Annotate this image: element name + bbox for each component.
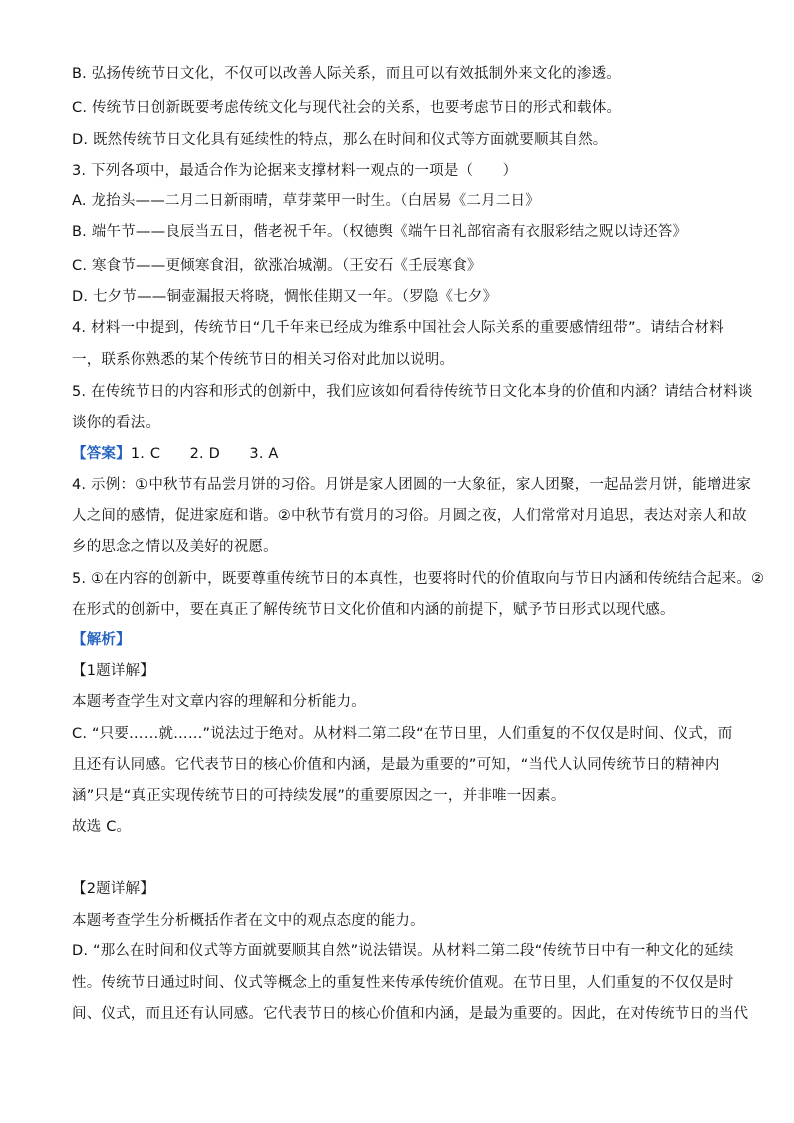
analysis-heading <box>72 630 732 650</box>
question-5-line-1: 5. 在传统节日的内容和形式的创新中，我们应该如何看待传统节日文化本身的价值和内涵？请结合材料谈 <box>72 384 753 400</box>
section-1-line-2: C. “只要……就……”说法过于绝对。从材料二第二段“在节日里，人们重复的不仅仅是时间、仪式，而 <box>72 726 733 742</box>
option-b-line: B. 弘扬传统节日文化，不仅可以改善人际关系，而且可以有效抵制外来文化的渗透。 <box>72 66 621 82</box>
section-2-line-4: 间、仪式，而且还有认同感。它代表节日的核心价值和内涵，是最为重要的。因此，在对传统节日的当代 <box>72 1006 749 1022</box>
answer-4-line-1: 4. 示例：①中秋节有品尝月饼的习俗。月饼是家人团圆的一大象征，家人团聚，一起品尝月饼，能增进家 <box>72 477 752 493</box>
section-2-heading: 【2题详解】 <box>72 881 155 897</box>
answer-4-line-2: 人之间的感情，促进家庭和谐。②中秋节有赏月的习俗。月圆之夜，人们常常对月追思，表达对亲人和故 <box>72 508 747 524</box>
answer-text: 1. C 2. D 3. A <box>130 446 279 462</box>
answer-5-line-1: 5. ①在内容的创新中，既要尊重传统节日的本真性，也要将时代的价值取向与节日内涵和传统结合起来。② <box>72 571 765 587</box>
question-5-line-2: 谈你的看法。 <box>72 415 161 431</box>
question-3-option-a: A. 龙抬头——二月二日新雨晴，草芽菜甲一时生。（白居易《二月二日》 <box>72 193 540 209</box>
section-1-line-3: 且还有认同感。它代表节日的核心价值和内涵，是最为重要的”可知，“当代人认同传统节日的精神内 <box>72 757 720 773</box>
section-1-conclusion: 故选 C。 <box>72 819 132 835</box>
section-2-line-1: 本题考查学生分析概括作者在文中的观点态度的能力。 <box>72 913 425 929</box>
section-1-heading: 【1题详解】 <box>72 663 155 679</box>
question-4-line-2: 一，联系你熟悉的某个传统节日的相关习俗对此加以说明。 <box>72 352 455 368</box>
section-1-line-1: 本题考查学生对文章内容的理解和分析能力。 <box>72 694 366 710</box>
question-3-option-d: D. 七夕节——铜壶漏报天将晓，惆怅佳期又一年。（罗隐《七夕》 <box>72 289 498 305</box>
section-1-line-4: 涵”只是“真正实现传统节日的可持续发展”的重要原因之一，并非唯一因素。 <box>72 788 566 804</box>
question-4-line-1: 4. 材料一中提到，传统节日“几千年来已经成为维系中国社会人际关系的重要感情纽带”。请结合材料 <box>72 320 724 336</box>
option-c-line: C. 传统节日创新既要考虑传统文化与现代社会的关系，也要考虑节日的形式和载体。 <box>72 100 622 116</box>
question-3-option-b: B. 端午节——良辰当五日，偕老祝千年。（权德舆《端午日礼部宿斋有衣服彩结之贶以诗还答》 <box>72 224 688 240</box>
analysis-tag: 【解析】 <box>72 632 131 648</box>
question-3-option-c: C. 寒食节——更倾寒食泪，欲涨冶城潮。（王安石《壬辰寒食》 <box>72 258 482 274</box>
section-2-line-3: 性。传统节日通过时间、仪式等概念上的重复性来传承传统价值观。在节日里，人们重复的不仅仅是时 <box>72 975 734 991</box>
answer-tag: 【答案】 <box>72 446 131 462</box>
section-2-line-2: D. “那么在时间和仪式等方面就要顺其自然”说法错误。从材料二第二段“传统节日中有一种文化的延续 <box>72 943 734 959</box>
question-3-line: 3. 下列各项中，最适合作为论据来支撑材料一观点的一项是（ ） <box>72 163 518 179</box>
answer-line <box>72 444 732 464</box>
option-d-line: D. 既然传统节日文化具有延续性的特点，那么在时间和仪式等方面就要顺其自然。 <box>72 132 608 148</box>
answer-4-line-3: 乡的思念之情以及美好的祝愿。 <box>72 539 278 555</box>
answer-5-line-2: 在形式的创新中，要在真正了解传统节日文化价值和内涵的前提下，赋予节日形式以现代感。 <box>72 602 675 618</box>
